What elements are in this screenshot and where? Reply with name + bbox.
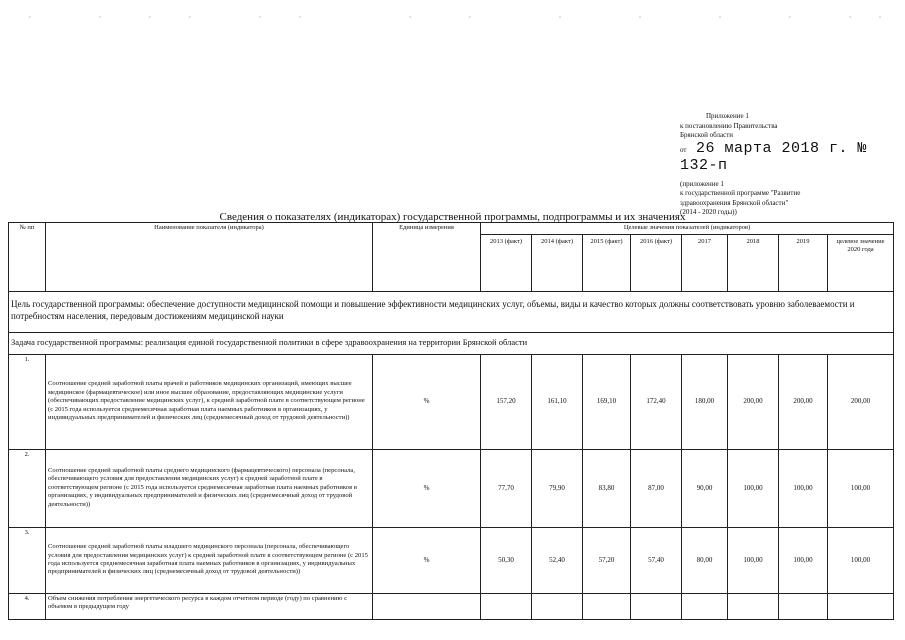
row-value (682, 593, 728, 619)
year-header: 2015 (факт) (583, 234, 631, 291)
row-value: 57,40 (631, 527, 682, 593)
row-unit (373, 593, 481, 619)
table-row (9, 527, 894, 593)
row-value: 100,00 (728, 449, 779, 527)
row-value: 200,00 (779, 354, 828, 449)
indicators-table (8, 222, 894, 620)
goal-row (9, 291, 894, 332)
date-prefix: от (680, 145, 687, 154)
row-value: 77,70 (481, 449, 532, 527)
appendix-date-line (680, 141, 905, 174)
table-header-row (9, 223, 894, 235)
year-header: 2019 (779, 234, 828, 291)
row-value: 100,00 (828, 527, 894, 593)
row-num: 1. (9, 354, 46, 449)
header-num: № пп (9, 223, 46, 292)
row-indicator-name: Соотношение средней заработной платы врачей и работников медицинских организаций, имеющих высшее медицинское (фармацевтическое) или иное высшее образование, предоставляющих медицинские услуги (обеспечивающих предоставление медицинских услуг), к средней заработной плате в соответствующем регионе (с 2015 года используется среднемесячная заработная плата наемных работников в организациях, у индивидуальных предпринимателей и физических лиц (среднемесячный доход от трудовой деятельности)) (46, 354, 373, 449)
appendix-line: к государственной программе "Развитие (680, 189, 801, 197)
row-value: 172,40 (631, 354, 682, 449)
row-unit: % (373, 449, 481, 527)
row-indicator-name: Соотношение средней заработной платы младшего медицинского персонала (персонала, обеспечивающего условия для предоставления медицинских услуг) к средней заработной плате в соответствующем регионе (с 2015 года используется среднемесячная заработная плата наемных работников в организациях, у индивидуальных предпринимателей и физических лиц (среднемесячный доход от трудовой деятельности)) (46, 527, 373, 593)
row-indicator-name: Соотношение средней заработной платы среднего медицинского (фармацевтического) персонала (персонала, обеспечивающего условия для предоставления медицинских услуг) к средней заработной плате в соответствующем регионе (с 2015 года используется среднемесячная заработная плата наемных работников в организациях, у индивидуальных предпринимателей и физических лиц (среднемесячный доход от трудовой деятельности)) (46, 449, 373, 527)
row-num: 4. (9, 593, 46, 619)
row-value: 52,40 (532, 527, 583, 593)
table-row (9, 354, 894, 449)
row-value: 100,00 (728, 527, 779, 593)
row-value: 161,10 (532, 354, 583, 449)
row-value: 200,00 (828, 354, 894, 449)
year-header: целевое значение 2020 года (828, 234, 894, 291)
program-goal: Цель государственной программы: обеспечение доступности медицинской помощи и повышение эффективности медицинских услуг, объемы, виды и качество которых должны соответствовать уровню заболеваемости и потребностям населения, передовым достижениям медицинской науки (9, 291, 894, 332)
appendix-line: (2014 - 2020 годы)) (680, 208, 737, 216)
row-unit: % (373, 527, 481, 593)
row-unit: % (373, 354, 481, 449)
document-title: Сведения о показателях (индикаторах) государственной программы, подпрограммы и их значениях (219, 211, 686, 223)
row-value (779, 593, 828, 619)
row-value: 79,90 (532, 449, 583, 527)
row-indicator-name: Объем снижения потребления энергетического ресурса в каждом отчетном периоде (году) по сравнению с объемом в предыдущем году (46, 593, 373, 619)
year-header: 2018 (728, 234, 779, 291)
row-num: 2. (9, 449, 46, 527)
appendix-line: Брянской области (680, 131, 734, 139)
year-header: 2014 (факт) (532, 234, 583, 291)
task-row (9, 332, 894, 354)
row-value: 100,00 (828, 449, 894, 527)
row-value (532, 593, 583, 619)
row-value: 200,00 (728, 354, 779, 449)
appendix-date: 26 марта 2018 г. № 132-п (680, 139, 868, 174)
row-value: 83,80 (583, 449, 631, 527)
header-targets: Целевые значения показателей (индикаторов) (481, 223, 894, 235)
row-value (583, 593, 631, 619)
row-value: 100,00 (779, 449, 828, 527)
row-value (828, 593, 894, 619)
header-name: Наименование показателя (индикатора) (46, 223, 373, 292)
appendix-line: здравоохранения Брянской области" (680, 198, 789, 207)
year-header: 2016 (факт) (631, 234, 682, 291)
row-value: 50,30 (481, 527, 532, 593)
row-num: 3. (9, 527, 46, 593)
row-value (728, 593, 779, 619)
table-row (9, 449, 894, 527)
row-value: 169,10 (583, 354, 631, 449)
row-value: 90,00 (682, 449, 728, 527)
year-header: 2013 (факт) (481, 234, 532, 291)
row-value: 157,20 (481, 354, 532, 449)
row-value (631, 593, 682, 619)
appendix-block (680, 112, 905, 218)
year-header: 2017 (682, 234, 728, 291)
row-value: 87,00 (631, 449, 682, 527)
row-value (481, 593, 532, 619)
row-value: 57,20 (583, 527, 631, 593)
program-task: Задача государственной программы: реализация единой государственной политики в сфере здравоохранения на территории Брянской области (9, 332, 894, 354)
header-unit: Единица измерения (373, 223, 481, 292)
row-value: 80,00 (682, 527, 728, 593)
scan-noise-dots (0, 0, 905, 20)
row-value: 100,00 (779, 527, 828, 593)
appendix-title: Приложение 1 (706, 112, 749, 120)
appendix-line: к постановлению Правительства (680, 121, 778, 130)
appendix-line: (приложение 1 (680, 179, 724, 188)
row-value: 180,00 (682, 354, 728, 449)
table-row (9, 593, 894, 619)
